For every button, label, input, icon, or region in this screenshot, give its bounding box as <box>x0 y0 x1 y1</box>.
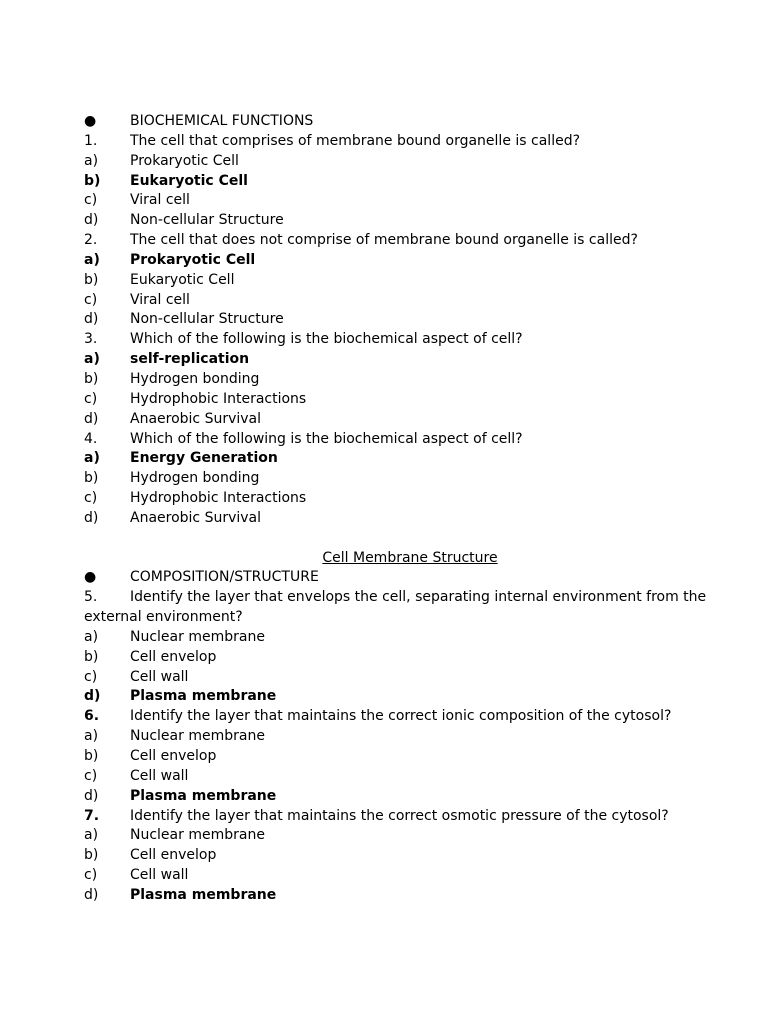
question-text: Identify the layer that envelops the cell, separating internal environment from the external environment? <box>84 589 707 626</box>
option-marker: c) <box>84 490 98 507</box>
option-q4-a-answer <box>84 449 724 469</box>
option-text: Hydrogen bonding <box>130 470 260 487</box>
option-q7-a <box>84 826 724 846</box>
question-text: The cell that does not comprise of membrane bound organelle is called? <box>130 232 638 249</box>
option-q5-d-answer <box>84 687 724 707</box>
option-marker: c) <box>84 192 98 209</box>
option-q1-b-answer <box>84 172 724 192</box>
option-q3-a-answer <box>84 350 724 370</box>
bullet-icon: ● <box>84 113 97 129</box>
option-q4-b <box>84 469 724 489</box>
option-text: Energy Generation <box>130 450 278 467</box>
question-text: Identify the layer that maintains the correct ionic composition of the cytosol? <box>130 708 672 725</box>
option-marker: a) <box>84 152 99 169</box>
option-marker: a) <box>84 628 99 645</box>
option-marker: c) <box>84 291 98 308</box>
question-6 <box>84 707 724 727</box>
option-text: Hydrogen bonding <box>130 370 260 387</box>
option-marker: a) <box>84 728 99 745</box>
option-marker: b) <box>84 172 101 189</box>
option-text: Eukaryotic Cell <box>130 172 248 189</box>
option-q3-d <box>84 410 724 430</box>
question-text: Which of the following is the biochemical aspect of cell? <box>130 430 523 447</box>
option-marker: c) <box>84 668 98 685</box>
option-marker: c) <box>84 390 98 407</box>
option-marker: b) <box>84 470 99 487</box>
option-text: Cell wall <box>130 867 189 884</box>
question-4 <box>84 430 724 450</box>
option-text: Plasma membrane <box>130 886 277 903</box>
question-number: 2. <box>84 232 98 249</box>
section-heading-composition <box>84 568 724 588</box>
document-page <box>84 112 724 906</box>
option-q3-c <box>84 390 724 410</box>
option-q1-c <box>84 191 724 211</box>
option-text: Prokaryotic Cell <box>130 152 239 169</box>
option-q1-d <box>84 211 724 231</box>
option-text: Cell envelop <box>130 748 217 764</box>
option-text: Nuclear membrane <box>130 827 265 844</box>
option-q6-a <box>84 727 724 747</box>
option-marker: b) <box>84 370 99 387</box>
option-q3-b <box>84 370 724 390</box>
question-3 <box>84 330 724 350</box>
option-marker: d) <box>84 311 99 328</box>
bullet-icon: ● <box>84 569 97 586</box>
option-marker: d) <box>84 886 99 903</box>
question-number: 1. <box>84 132 98 149</box>
option-q5-c <box>84 668 724 688</box>
question-1 <box>84 132 724 152</box>
question-text: The cell that comprises of membrane bound organelle is called? <box>130 132 581 149</box>
option-text: Hydrophobic Interactions <box>130 390 307 407</box>
question-text: Which of the following is the biochemical aspect of cell? <box>130 331 523 348</box>
section-title: BIOCHEMICAL FUNCTIONS <box>130 113 314 129</box>
option-marker: a) <box>84 827 99 844</box>
option-q2-b <box>84 271 724 291</box>
option-q4-d <box>84 509 724 529</box>
option-text: Cell wall <box>130 668 189 685</box>
option-text: Prokaryotic Cell <box>130 251 256 268</box>
option-q7-c <box>84 866 724 886</box>
option-text: Anaerobic Survival <box>130 509 262 526</box>
option-q6-c <box>84 767 724 787</box>
option-marker: a) <box>84 251 100 268</box>
option-marker: b) <box>84 847 99 864</box>
option-text: self-replication <box>130 351 250 368</box>
cell-membrane-heading <box>84 549 724 569</box>
option-text: Eukaryotic Cell <box>130 271 235 288</box>
option-marker: b) <box>84 648 99 665</box>
option-q5-b <box>84 648 724 668</box>
option-text: Anaerobic Survival <box>130 410 262 427</box>
option-text: Cell envelop <box>130 648 217 665</box>
question-number: 4. <box>84 430 98 447</box>
option-q1-a <box>84 152 724 172</box>
option-marker: d) <box>84 212 99 229</box>
question-2 <box>84 231 724 251</box>
question-number: 5. <box>84 589 98 606</box>
option-q2-a-answer <box>84 251 724 271</box>
question-number: 3. <box>84 331 98 348</box>
option-q4-c <box>84 489 724 509</box>
option-marker: b) <box>84 748 99 764</box>
question-number: 7. <box>84 807 100 824</box>
option-text: Plasma membrane <box>130 688 277 705</box>
option-text: Cell wall <box>130 767 189 784</box>
option-marker: d) <box>84 688 101 705</box>
option-marker: b) <box>84 271 99 288</box>
option-text: Non-cellular Structure <box>130 311 284 328</box>
section-title: COMPOSITION/STRUCTURE <box>130 569 319 586</box>
option-marker: c) <box>84 867 98 884</box>
section-heading-biochemical <box>84 112 724 132</box>
option-q7-b <box>84 846 724 866</box>
blank-line <box>84 529 724 549</box>
option-text: Cell envelop <box>130 847 217 864</box>
option-marker: a) <box>84 450 100 467</box>
question-number: 6. <box>84 708 100 725</box>
option-q7-d-answer <box>84 886 724 906</box>
option-text: Hydrophobic Interactions <box>130 490 307 507</box>
heading-text: Cell Membrane Structure <box>322 549 498 566</box>
option-text: Nuclear membrane <box>130 628 265 645</box>
option-text: Non-cellular Structure <box>130 212 284 229</box>
option-q2-c <box>84 291 724 311</box>
option-text: Plasma membrane <box>130 787 277 804</box>
option-text: Nuclear membrane <box>130 728 265 745</box>
option-q6-d-answer <box>84 787 724 807</box>
option-marker: d) <box>84 509 99 526</box>
option-marker: d) <box>84 410 99 427</box>
question-7 <box>84 807 724 827</box>
option-marker: d) <box>84 787 99 804</box>
option-marker: a) <box>84 351 100 368</box>
option-text: Viral cell <box>130 192 190 209</box>
option-q5-a <box>84 628 724 648</box>
option-q2-d <box>84 310 724 330</box>
option-marker: c) <box>84 767 98 784</box>
option-q6-b <box>84 747 724 767</box>
question-text: Identify the layer that maintains the correct osmotic pressure of the cytosol? <box>130 807 669 824</box>
option-text: Viral cell <box>130 291 190 308</box>
question-5 <box>84 588 724 628</box>
